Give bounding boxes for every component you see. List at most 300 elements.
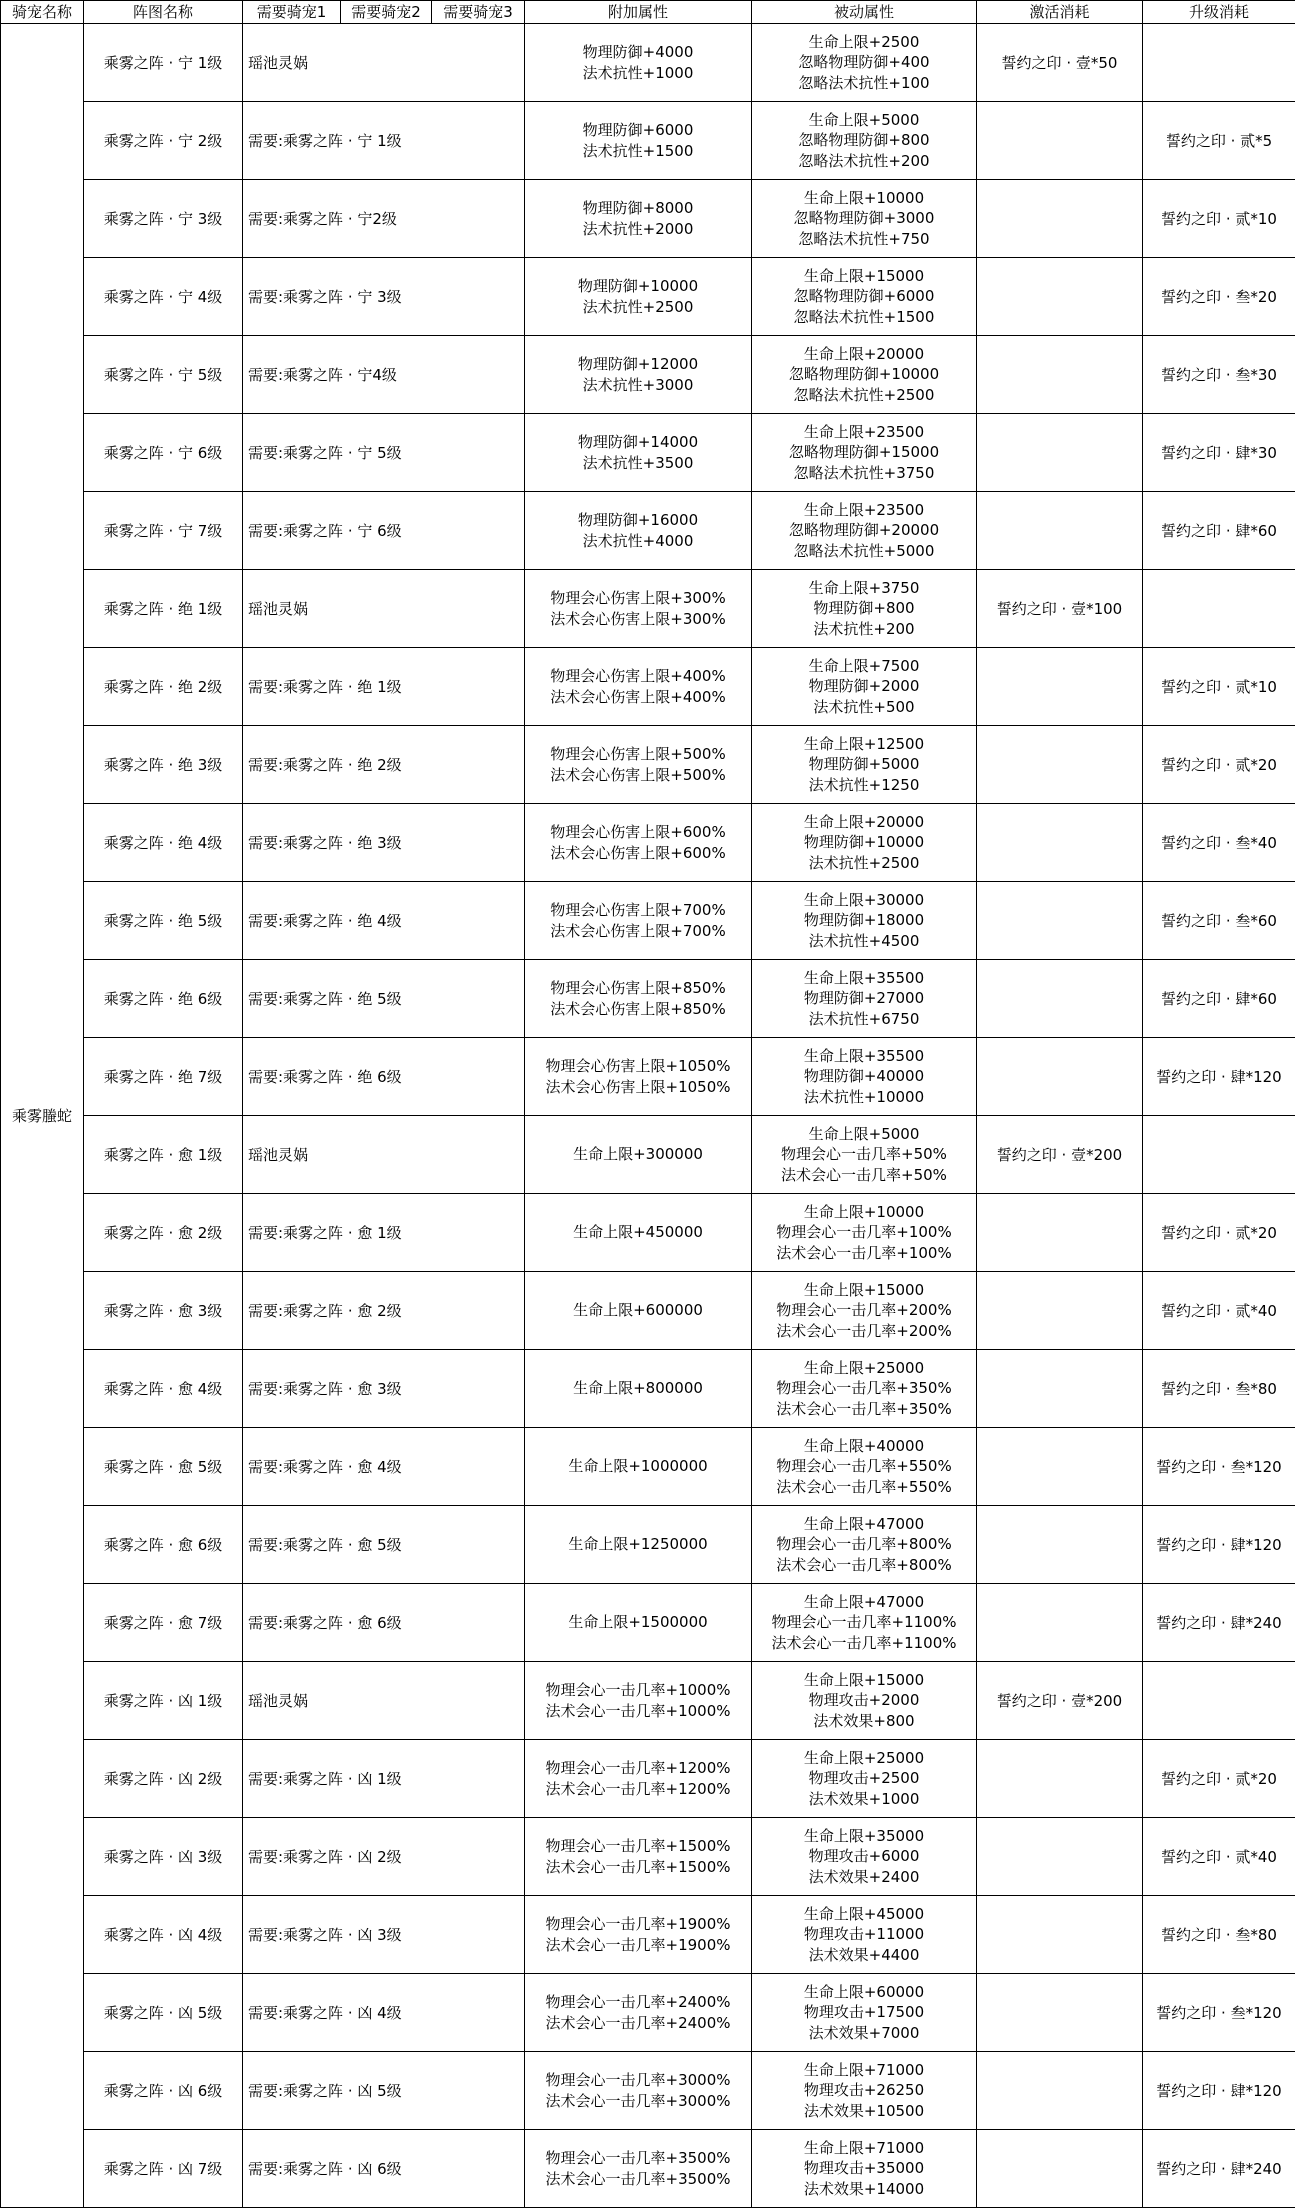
table-row (1, 1740, 1295, 1818)
passive-attribute-line: 忽略法术抗性+1500 (793, 307, 935, 326)
bonus-attribute-line: 物理会心一击几率+1200% (545, 1759, 731, 1777)
bonus-attribute-line: 法术会心伤害上限+850% (550, 999, 726, 1018)
upgrade-cost-cell: 誓约之印 · 叁*120 (1143, 1974, 1295, 2052)
passive-attribute-line: 物理防御+5000 (808, 755, 920, 774)
table-row (1, 258, 1295, 336)
passive-attribute-line: 忽略法术抗性+100 (798, 73, 930, 92)
formation-name-cell: 乘雾之阵 · 宁 3级 (84, 180, 243, 258)
bonus-attribute-line: 物理防御+10000 (577, 277, 699, 295)
upgrade-cost-cell: 誓约之印 · 叁*30 (1143, 336, 1295, 414)
bonus-attribute-line: 物理会心一击几率+2400% (545, 1993, 731, 2011)
required-mount-cell: 需要:乘雾之阵 · 凶 2级 (243, 1818, 525, 1896)
bonus-attribute-line: 物理会心伤害上限+850% (550, 979, 726, 997)
activation-cost-cell (977, 1038, 1143, 1116)
bonus-attributes-cell (525, 1662, 752, 1740)
formation-name-cell: 乘雾之阵 · 凶 1级 (84, 1662, 243, 1740)
activation-cost-cell (977, 1272, 1143, 1350)
passive-attribute-line: 法术效果+1000 (808, 1789, 920, 1808)
bonus-attribute-line: 生命上限+1000000 (568, 1457, 708, 1476)
upgrade-cost-cell: 誓约之印 · 叁*20 (1143, 258, 1295, 336)
bonus-attribute-line: 法术会心一击几率+1500% (545, 1857, 731, 1876)
bonus-attributes-cell (525, 1116, 752, 1194)
activation-cost-cell (977, 882, 1143, 960)
passive-attribute-line: 物理防御+18000 (803, 911, 925, 930)
bonus-attribute-line: 生命上限+800000 (573, 1379, 703, 1398)
formation-name-cell: 乘雾之阵 · 宁 6级 (84, 414, 243, 492)
formation-name-cell: 乘雾之阵 · 愈 6级 (84, 1506, 243, 1584)
upgrade-cost-cell: 誓约之印 · 叁*60 (1143, 882, 1295, 960)
passive-attributes-cell (752, 1116, 977, 1194)
activation-cost-cell (977, 960, 1143, 1038)
activation-cost-cell (977, 1584, 1143, 1662)
bonus-attribute-line: 法术会心伤害上限+700% (550, 921, 726, 940)
bonus-attribute-line: 生命上限+1500000 (568, 1613, 708, 1632)
bonus-attribute-line: 物理防御+16000 (577, 511, 699, 529)
activation-cost-cell (977, 1350, 1143, 1428)
passive-attribute-line: 法术抗性+10000 (803, 1087, 925, 1106)
required-mount-cell: 需要:乘雾之阵 · 绝 2级 (243, 726, 525, 804)
bonus-attributes-cell (525, 414, 752, 492)
table-row (1, 570, 1295, 648)
passive-attribute-line: 忽略物理防御+20000 (788, 521, 940, 540)
bonus-attribute-line: 法术会心伤害上限+400% (550, 687, 726, 706)
formation-name-cell: 乘雾之阵 · 绝 6级 (84, 960, 243, 1038)
required-mount-cell: 需要:乘雾之阵 · 愈 6级 (243, 1584, 525, 1662)
activation-cost-cell: 誓约之印 · 壹*200 (977, 1116, 1143, 1194)
table-row (1, 1272, 1295, 1350)
upgrade-cost-cell (1143, 1662, 1295, 1740)
header-required-mount-1: 需要骑宠1 (243, 1, 341, 24)
passive-attribute-line: 法术会心一击几率+550% (776, 1477, 952, 1496)
required-mount-cell: 需要:乘雾之阵 · 宁4级 (243, 336, 525, 414)
upgrade-cost-cell: 誓约之印 · 叁*80 (1143, 1896, 1295, 1974)
formation-name-cell: 乘雾之阵 · 绝 4级 (84, 804, 243, 882)
passive-attribute-line: 生命上限+5000 (808, 1124, 920, 1143)
bonus-attribute-line: 法术抗性+2000 (582, 219, 694, 238)
upgrade-cost-cell: 誓约之印 · 肆*30 (1143, 414, 1295, 492)
passive-attributes-cell (752, 1428, 977, 1506)
required-mount-cell: 需要:乘雾之阵 · 宁 5级 (243, 414, 525, 492)
passive-attribute-line: 物理会心一击几率+800% (776, 1535, 952, 1554)
activation-cost-cell (977, 492, 1143, 570)
passive-attribute-line: 物理攻击+17500 (803, 2003, 925, 2022)
table-row (1, 726, 1295, 804)
required-mount-cell: 需要:乘雾之阵 · 绝 3级 (243, 804, 525, 882)
activation-cost-cell (977, 180, 1143, 258)
activation-cost-cell (977, 726, 1143, 804)
passive-attribute-line: 法术会心一击几率+50% (781, 1165, 947, 1184)
upgrade-cost-cell: 誓约之印 · 肆*120 (1143, 2052, 1295, 2130)
passive-attributes-cell (752, 1506, 977, 1584)
passive-attributes-cell (752, 1974, 977, 2052)
bonus-attributes-cell (525, 1272, 752, 1350)
passive-attribute-line: 忽略法术抗性+200 (798, 151, 930, 170)
passive-attributes-cell (752, 1272, 977, 1350)
formation-name-cell: 乘雾之阵 · 绝 3级 (84, 726, 243, 804)
passive-attribute-line: 法术效果+2400 (808, 1867, 920, 1886)
upgrade-cost-cell: 誓约之印 · 贰*20 (1143, 726, 1295, 804)
passive-attribute-line: 生命上限+2500 (808, 32, 920, 51)
table-body (1, 24, 1295, 2208)
passive-attribute-line: 法术会心一击几率+1100% (771, 1633, 957, 1652)
passive-attributes-cell (752, 2052, 977, 2130)
bonus-attribute-line: 生命上限+450000 (573, 1223, 703, 1242)
header-upgrade-cost: 升级消耗 (1143, 1, 1295, 24)
table-row (1, 1194, 1295, 1272)
required-mount-cell: 需要:乘雾之阵 · 绝 5级 (243, 960, 525, 1038)
bonus-attribute-line: 物理会心伤害上限+1050% (545, 1057, 731, 1075)
bonus-attributes-cell (525, 2052, 752, 2130)
bonus-attributes-cell (525, 1038, 752, 1116)
activation-cost-cell (977, 1506, 1143, 1584)
required-mount-cell: 需要:乘雾之阵 · 宁 1级 (243, 102, 525, 180)
passive-attribute-line: 物理攻击+11000 (803, 1925, 925, 1944)
passive-attribute-line: 生命上限+35000 (803, 1826, 925, 1845)
activation-cost-cell: 誓约之印 · 壹*50 (977, 24, 1143, 102)
table-row (1, 1974, 1295, 2052)
passive-attributes-cell (752, 1896, 977, 1974)
bonus-attributes-cell (525, 1506, 752, 1584)
passive-attribute-line: 生命上限+35500 (803, 1046, 925, 1065)
required-mount-cell: 瑶池灵娲 (243, 24, 525, 102)
table-row (1, 882, 1295, 960)
passive-attribute-line: 忽略法术抗性+5000 (793, 541, 935, 560)
passive-attributes-cell (752, 648, 977, 726)
passive-attribute-line: 忽略法术抗性+2500 (793, 385, 935, 404)
passive-attribute-line: 法术抗性+6750 (808, 1009, 920, 1028)
bonus-attribute-line: 法术会心一击几率+1000% (545, 1701, 731, 1720)
formation-name-cell: 乘雾之阵 · 绝 7级 (84, 1038, 243, 1116)
header-activation-cost: 激活消耗 (977, 1, 1143, 24)
passive-attribute-line: 生命上限+25000 (803, 1748, 925, 1767)
passive-attribute-line: 生命上限+35500 (803, 968, 925, 987)
passive-attribute-line: 物理会心一击几率+350% (776, 1379, 952, 1398)
activation-cost-cell (977, 1740, 1143, 1818)
passive-attribute-line: 物理攻击+35000 (803, 2159, 925, 2178)
upgrade-cost-cell: 誓约之印 · 肆*240 (1143, 1584, 1295, 1662)
formation-name-cell: 乘雾之阵 · 愈 1级 (84, 1116, 243, 1194)
header-required-mount-3: 需要骑宠3 (432, 1, 525, 24)
activation-cost-cell (977, 648, 1143, 726)
passive-attribute-line: 法术效果+7000 (808, 2023, 920, 2042)
bonus-attribute-line: 法术会心一击几率+2400% (545, 2013, 731, 2032)
passive-attribute-line: 法术会心一击几率+350% (776, 1399, 952, 1418)
bonus-attribute-line: 法术会心一击几率+3000% (545, 2091, 731, 2110)
formation-name-cell: 乘雾之阵 · 凶 4级 (84, 1896, 243, 1974)
passive-attribute-line: 物理攻击+2500 (808, 1769, 920, 1788)
required-mount-cell: 需要:乘雾之阵 · 凶 6级 (243, 2130, 525, 2208)
passive-attribute-line: 忽略物理防御+400 (798, 53, 930, 72)
passive-attributes-cell (752, 1584, 977, 1662)
bonus-attribute-line: 法术会心一击几率+3500% (545, 2169, 731, 2188)
bonus-attribute-line: 物理会心一击几率+3500% (545, 2149, 731, 2167)
activation-cost-cell (977, 2052, 1143, 2130)
table-row (1, 1116, 1295, 1194)
activation-cost-cell (977, 1818, 1143, 1896)
formation-name-cell: 乘雾之阵 · 宁 5级 (84, 336, 243, 414)
passive-attribute-line: 生命上限+47000 (803, 1514, 925, 1533)
bonus-attributes-cell (525, 1350, 752, 1428)
bonus-attribute-line: 物理会心一击几率+1500% (545, 1837, 731, 1855)
bonus-attribute-line: 法术会心一击几率+1900% (545, 1935, 731, 1954)
passive-attributes-cell (752, 1350, 977, 1428)
passive-attribute-line: 物理攻击+26250 (803, 2081, 925, 2100)
passive-attribute-line: 生命上限+47000 (803, 1592, 925, 1611)
bonus-attributes-cell (525, 1818, 752, 1896)
table-row (1, 648, 1295, 726)
bonus-attribute-line: 法术抗性+3000 (582, 375, 694, 394)
required-mount-cell: 瑶池灵娲 (243, 570, 525, 648)
passive-attribute-line: 生命上限+60000 (803, 1982, 925, 2001)
table-row (1, 24, 1295, 102)
header-row (1, 1, 1295, 24)
formation-name-cell: 乘雾之阵 · 愈 4级 (84, 1350, 243, 1428)
required-mount-cell: 需要:乘雾之阵 · 凶 4级 (243, 1974, 525, 2052)
mount-name-cell: 乘雾螣蛇 (1, 24, 84, 2208)
passive-attribute-line: 物理防御+10000 (803, 833, 925, 852)
passive-attributes-cell (752, 102, 977, 180)
table-row (1, 804, 1295, 882)
passive-attributes-cell (752, 414, 977, 492)
upgrade-cost-cell: 誓约之印 · 贰*10 (1143, 648, 1295, 726)
bonus-attribute-line: 法术抗性+1500 (582, 141, 694, 160)
activation-cost-cell (977, 1194, 1143, 1272)
passive-attribute-line: 物理防御+2000 (808, 677, 920, 696)
table-row (1, 492, 1295, 570)
required-mount-cell: 需要:乘雾之阵 · 凶 5级 (243, 2052, 525, 2130)
passive-attribute-line: 生命上限+40000 (803, 1436, 925, 1455)
required-mount-cell: 需要:乘雾之阵 · 宁2级 (243, 180, 525, 258)
passive-attribute-line: 法术抗性+4500 (808, 931, 920, 950)
bonus-attribute-line: 物理会心伤害上限+300% (550, 589, 726, 607)
passive-attribute-line: 物理防御+800 (813, 599, 915, 618)
passive-attributes-cell (752, 1194, 977, 1272)
table-row (1, 1662, 1295, 1740)
required-mount-cell: 需要:乘雾之阵 · 宁 6级 (243, 492, 525, 570)
passive-attribute-line: 生命上限+30000 (803, 890, 925, 909)
passive-attribute-line: 生命上限+12500 (803, 734, 925, 753)
passive-attribute-line: 法术会心一击几率+800% (776, 1555, 952, 1574)
passive-attribute-line: 物理会心一击几率+200% (776, 1301, 952, 1320)
upgrade-cost-cell (1143, 1116, 1295, 1194)
required-mount-cell: 需要:乘雾之阵 · 愈 4级 (243, 1428, 525, 1506)
passive-attributes-cell (752, 882, 977, 960)
activation-cost-cell (977, 1974, 1143, 2052)
bonus-attribute-line: 物理会心伤害上限+400% (550, 667, 726, 685)
table-row (1, 1506, 1295, 1584)
activation-cost-cell (977, 414, 1143, 492)
bonus-attributes-cell (525, 570, 752, 648)
passive-attribute-line: 忽略物理防御+6000 (793, 287, 935, 306)
upgrade-cost-cell: 誓约之印 · 肆*240 (1143, 2130, 1295, 2208)
activation-cost-cell (977, 1896, 1143, 1974)
table-row (1, 180, 1295, 258)
passive-attributes-cell (752, 2130, 977, 2208)
passive-attribute-line: 生命上限+5000 (808, 110, 920, 129)
bonus-attributes-cell (525, 648, 752, 726)
upgrade-cost-cell: 誓约之印 · 贰*40 (1143, 1272, 1295, 1350)
table-row (1, 1038, 1295, 1116)
required-mount-cell: 需要:乘雾之阵 · 绝 6级 (243, 1038, 525, 1116)
bonus-attribute-line: 物理防御+6000 (582, 121, 694, 139)
activation-cost-cell (977, 804, 1143, 882)
upgrade-cost-cell: 誓约之印 · 叁*120 (1143, 1428, 1295, 1506)
upgrade-cost-cell: 誓约之印 · 叁*40 (1143, 804, 1295, 882)
activation-cost-cell (977, 1428, 1143, 1506)
upgrade-cost-cell: 誓约之印 · 肆*60 (1143, 960, 1295, 1038)
required-mount-cell: 需要:乘雾之阵 · 愈 5级 (243, 1506, 525, 1584)
header-formation-name: 阵图名称 (84, 1, 243, 24)
bonus-attribute-line: 法术抗性+4000 (582, 531, 694, 550)
formation-name-cell: 乘雾之阵 · 绝 5级 (84, 882, 243, 960)
bonus-attribute-line: 法术会心伤害上限+500% (550, 765, 726, 784)
formation-name-cell: 乘雾之阵 · 宁 7级 (84, 492, 243, 570)
table-row (1, 1896, 1295, 1974)
passive-attribute-line: 生命上限+15000 (803, 1670, 925, 1689)
bonus-attribute-line: 物理会心一击几率+1900% (545, 1915, 731, 1933)
bonus-attribute-line: 法术会心伤害上限+1050% (545, 1077, 731, 1096)
bonus-attributes-cell (525, 804, 752, 882)
passive-attribute-line: 法术效果+10500 (803, 2101, 925, 2120)
header-required-mount-2: 需要骑宠2 (341, 1, 432, 24)
bonus-attribute-line: 生命上限+1250000 (568, 1535, 708, 1554)
bonus-attribute-line: 生命上限+300000 (573, 1145, 703, 1164)
bonus-attribute-line: 法术抗性+1000 (582, 63, 694, 82)
passive-attribute-line: 生命上限+10000 (803, 188, 925, 207)
passive-attributes-cell (752, 180, 977, 258)
required-mount-cell: 瑶池灵娲 (243, 1662, 525, 1740)
required-mount-cell: 需要:乘雾之阵 · 宁 3级 (243, 258, 525, 336)
passive-attribute-line: 物理攻击+2000 (808, 1691, 920, 1710)
bonus-attribute-line: 物理会心伤害上限+700% (550, 901, 726, 919)
table-row (1, 2130, 1295, 2208)
upgrade-cost-cell: 誓约之印 · 贰*40 (1143, 1818, 1295, 1896)
passive-attributes-cell (752, 336, 977, 414)
required-mount-cell: 瑶池灵娲 (243, 1116, 525, 1194)
bonus-attribute-line: 法术抗性+3500 (582, 453, 694, 472)
passive-attribute-line: 物理攻击+6000 (808, 1847, 920, 1866)
passive-attributes-cell (752, 258, 977, 336)
bonus-attributes-cell (525, 1896, 752, 1974)
upgrade-cost-cell (1143, 24, 1295, 102)
required-mount-cell: 需要:乘雾之阵 · 凶 3级 (243, 1896, 525, 1974)
passive-attribute-line: 生命上限+71000 (803, 2138, 925, 2157)
passive-attributes-cell (752, 726, 977, 804)
upgrade-cost-cell: 誓约之印 · 叁*80 (1143, 1350, 1295, 1428)
passive-attribute-line: 生命上限+7500 (808, 656, 920, 675)
passive-attribute-line: 生命上限+15000 (803, 266, 925, 285)
passive-attributes-cell (752, 1662, 977, 1740)
bonus-attributes-cell (525, 726, 752, 804)
passive-attribute-line: 生命上限+23500 (803, 422, 925, 441)
passive-attribute-line: 法术会心一击几率+200% (776, 1321, 952, 1340)
table-row (1, 2052, 1295, 2130)
bonus-attributes-cell (525, 882, 752, 960)
formation-name-cell: 乘雾之阵 · 宁 1级 (84, 24, 243, 102)
upgrade-cost-cell: 誓约之印 · 肆*120 (1143, 1506, 1295, 1584)
activation-cost-cell (977, 102, 1143, 180)
formation-name-cell: 乘雾之阵 · 凶 3级 (84, 1818, 243, 1896)
formation-name-cell: 乘雾之阵 · 凶 7级 (84, 2130, 243, 2208)
passive-attribute-line: 忽略物理防御+800 (798, 131, 930, 150)
passive-attributes-cell (752, 24, 977, 102)
upgrade-cost-cell: 誓约之印 · 贰*20 (1143, 1740, 1295, 1818)
bonus-attribute-line: 法术抗性+2500 (582, 297, 694, 316)
bonus-attribute-line: 物理防御+8000 (582, 199, 694, 217)
passive-attribute-line: 物理会心一击几率+1100% (771, 1613, 957, 1632)
bonus-attributes-cell (525, 258, 752, 336)
passive-attribute-line: 生命上限+20000 (803, 344, 925, 363)
bonus-attribute-line: 物理防御+14000 (577, 433, 699, 451)
table-row (1, 102, 1295, 180)
passive-attribute-line: 法术抗性+500 (813, 697, 915, 716)
passive-attribute-line: 法术抗性+1250 (808, 775, 920, 794)
bonus-attributes-cell (525, 1194, 752, 1272)
passive-attribute-line: 法术抗性+200 (813, 619, 915, 638)
formation-name-cell: 乘雾之阵 · 愈 3级 (84, 1272, 243, 1350)
bonus-attribute-line: 生命上限+600000 (573, 1301, 703, 1320)
required-mount-cell: 需要:乘雾之阵 · 愈 3级 (243, 1350, 525, 1428)
formation-name-cell: 乘雾之阵 · 绝 1级 (84, 570, 243, 648)
passive-attribute-line: 忽略物理防御+10000 (788, 365, 940, 384)
table-row (1, 1350, 1295, 1428)
passive-attribute-line: 生命上限+10000 (803, 1202, 925, 1221)
passive-attributes-cell (752, 570, 977, 648)
passive-attribute-line: 忽略物理防御+3000 (793, 209, 935, 228)
passive-attribute-line: 物理防御+40000 (803, 1067, 925, 1086)
bonus-attribute-line: 物理防御+12000 (577, 355, 699, 373)
bonus-attribute-line: 物理会心伤害上限+500% (550, 745, 726, 763)
passive-attributes-cell (752, 1740, 977, 1818)
passive-attribute-line: 生命上限+71000 (803, 2060, 925, 2079)
bonus-attributes-cell (525, 2130, 752, 2208)
activation-cost-cell (977, 336, 1143, 414)
bonus-attribute-line: 法术会心一击几率+1200% (545, 1779, 731, 1798)
passive-attribute-line: 物理会心一击几率+100% (776, 1223, 952, 1242)
passive-attribute-line: 法术会心一击几率+100% (776, 1243, 952, 1262)
formation-name-cell: 乘雾之阵 · 绝 2级 (84, 648, 243, 726)
bonus-attribute-line: 物理会心一击几率+3000% (545, 2071, 731, 2089)
required-mount-cell: 需要:乘雾之阵 · 愈 2级 (243, 1272, 525, 1350)
passive-attribute-line: 忽略法术抗性+750 (798, 229, 930, 248)
passive-attribute-line: 生命上限+15000 (803, 1280, 925, 1299)
formation-name-cell: 乘雾之阵 · 凶 2级 (84, 1740, 243, 1818)
formation-name-cell: 乘雾之阵 · 愈 7级 (84, 1584, 243, 1662)
table-row (1, 960, 1295, 1038)
upgrade-cost-cell: 誓约之印 · 贰*20 (1143, 1194, 1295, 1272)
activation-cost-cell (977, 258, 1143, 336)
passive-attribute-line: 法术抗性+2500 (808, 853, 920, 872)
bonus-attributes-cell (525, 1428, 752, 1506)
passive-attribute-line: 生命上限+45000 (803, 1904, 925, 1923)
passive-attribute-line: 生命上限+23500 (803, 500, 925, 519)
activation-cost-cell: 誓约之印 · 壹*100 (977, 570, 1143, 648)
activation-cost-cell (977, 2130, 1143, 2208)
passive-attribute-line: 忽略法术抗性+3750 (793, 463, 935, 482)
bonus-attribute-line: 物理会心伤害上限+600% (550, 823, 726, 841)
passive-attribute-line: 生命上限+25000 (803, 1358, 925, 1377)
formation-name-cell: 乘雾之阵 · 宁 4级 (84, 258, 243, 336)
table-row (1, 414, 1295, 492)
passive-attributes-cell (752, 960, 977, 1038)
bonus-attributes-cell (525, 102, 752, 180)
required-mount-cell: 需要:乘雾之阵 · 凶 1级 (243, 1740, 525, 1818)
required-mount-cell: 需要:乘雾之阵 · 绝 4级 (243, 882, 525, 960)
upgrade-cost-cell: 誓约之印 · 贰*10 (1143, 180, 1295, 258)
bonus-attributes-cell (525, 24, 752, 102)
bonus-attributes-cell (525, 336, 752, 414)
upgrade-cost-cell: 誓约之印 · 贰*5 (1143, 102, 1295, 180)
